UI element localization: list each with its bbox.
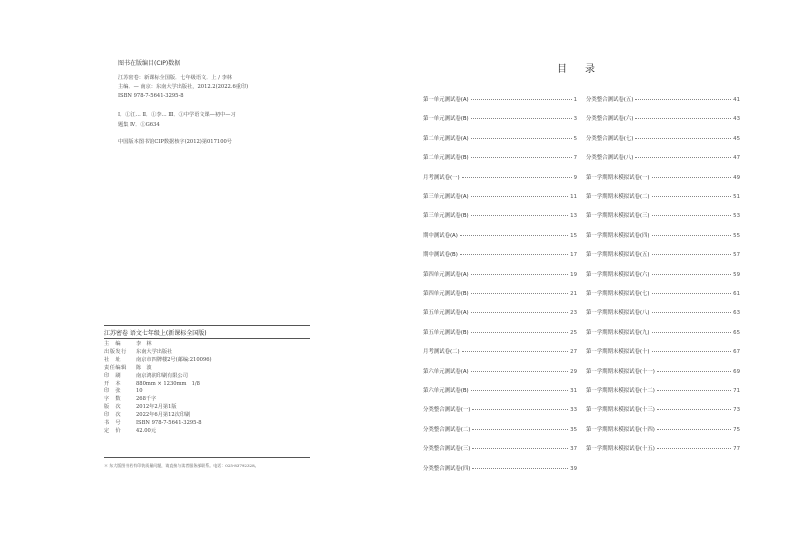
imprint-row	[104, 404, 212, 412]
toc-entry-title: 第一学期期末模拟试卷(十四)	[586, 426, 655, 433]
toc-entry-page: 7	[573, 155, 577, 162]
toc-title: 目录	[557, 64, 613, 75]
toc-entry[interactable]	[423, 211, 577, 219]
toc-leader-dots	[652, 254, 732, 255]
toc-entry[interactable]	[423, 367, 577, 375]
toc-entry[interactable]	[423, 289, 577, 297]
toc-leader-dots	[657, 429, 731, 430]
toc-entry-title: 第三单元测试卷(A)	[423, 194, 469, 200]
imprint-key: 印 次	[104, 412, 122, 419]
toc-entry-page: 31	[570, 388, 577, 394]
toc-entry-page: 57	[733, 252, 740, 259]
toc-entry-title: 第一学期期末模拟试卷(一)	[586, 174, 650, 181]
imprint-table	[104, 341, 212, 436]
toc-entry[interactable]	[423, 173, 577, 181]
toc-leader-dots	[657, 371, 731, 372]
toc-entry-page: 33	[570, 407, 577, 414]
toc-entry-page: 49	[733, 174, 740, 181]
imprint-key: 字 数	[104, 396, 122, 403]
toc-entry[interactable]	[586, 444, 740, 452]
toc-leader-dots	[462, 177, 572, 178]
toc-leader-dots	[652, 177, 732, 178]
toc-entry[interactable]	[423, 95, 577, 103]
toc-leader-dots	[472, 448, 568, 449]
imprint-bottom-rule	[104, 457, 310, 458]
toc-entry-title: 第六单元测试卷(B)	[423, 388, 469, 394]
toc-entry-title: 期中测试卷(B)	[423, 252, 458, 259]
toc-leader-dots	[635, 99, 731, 100]
cip-line: 江苏密卷：新课标全国版．七年级语文．上 / 李林	[118, 75, 232, 81]
toc-entry[interactable]	[423, 308, 577, 316]
toc-entry-page: 9	[573, 174, 577, 181]
toc-entry[interactable]	[423, 153, 577, 161]
toc-entry-page: 27	[570, 349, 577, 356]
toc-entry-page: 17	[570, 252, 577, 259]
toc-entry-title: 第一学期期末模拟试卷(十三)	[586, 407, 655, 414]
toc-leader-dots	[471, 312, 569, 313]
imprint-row	[104, 365, 212, 373]
toc-entry[interactable]	[586, 250, 740, 258]
toc-leader-dots	[471, 215, 569, 216]
toc-entry-title: 第五单元测试卷(A)	[423, 310, 469, 317]
toc-entry-page: 61	[733, 291, 740, 297]
toc-entry-page: 19	[570, 271, 577, 278]
imprint-value: 10	[136, 388, 143, 395]
toc-entry-page: 41	[733, 97, 740, 103]
imprint-key: 版 次	[104, 404, 122, 411]
imprint-row	[104, 373, 212, 381]
toc-entry[interactable]	[423, 347, 577, 355]
toc-entry[interactable]	[586, 270, 740, 278]
toc-leader-dots	[472, 429, 568, 430]
imprint-row	[104, 412, 212, 420]
toc-entry-title: 第一学期期末模拟试卷(七)	[586, 291, 650, 297]
toc-entry-title: 第一学期期末模拟试卷(六)	[586, 271, 650, 278]
toc-entry[interactable]	[423, 270, 577, 278]
imprint-row	[104, 428, 212, 436]
toc-entry[interactable]	[586, 308, 740, 316]
service-note: ＊ 东大版图书若有印装质量问题，请直接与读者服务部联系。电话：025-83792328。	[104, 463, 259, 468]
toc-entry-title: 分类整合测试卷(五)	[586, 97, 634, 103]
toc-entry-page: 1	[573, 97, 577, 103]
toc-entry-title: 月考测试卷(一)	[423, 174, 460, 181]
cip-classification	[118, 110, 308, 130]
toc-entry-page: 11	[570, 194, 577, 200]
imprint-key: 开 本	[104, 380, 122, 387]
toc-entry-page: 13	[570, 213, 577, 220]
imprint-value: 42.00元	[136, 427, 157, 434]
toc-leader-dots	[472, 468, 568, 469]
toc-entry[interactable]	[586, 367, 740, 375]
toc-entry-title: 分类整合测试卷(三)	[423, 446, 471, 453]
toc-leader-dots	[471, 371, 569, 372]
imprint-value: 东南大学出版社	[136, 348, 173, 355]
imprint-row	[104, 420, 212, 428]
imprint-key: 印 张	[104, 388, 122, 395]
toc-leader-dots	[471, 118, 572, 119]
toc-entry-page: 59	[733, 271, 740, 278]
imprint-value: 南京市四牌楼2号(邮编:210096)	[136, 356, 212, 363]
toc-entry-title: 第三单元测试卷(B)	[423, 213, 469, 220]
imprint-key: 定 价	[104, 427, 122, 434]
toc-entry[interactable]	[423, 231, 577, 239]
contents-page	[395, 0, 790, 558]
toc-entry-page: 75	[733, 426, 740, 433]
toc-entry-page: 15	[570, 232, 577, 239]
toc-entry[interactable]	[586, 405, 740, 413]
toc-entry-title: 第一学期期末模拟试卷(五)	[586, 252, 650, 259]
toc-entry-title: 第一学期期末模拟试卷(九)	[586, 329, 650, 336]
toc-entry[interactable]	[586, 289, 740, 297]
toc-entry-title: 分类整合测试卷(六)	[586, 116, 634, 123]
imprint-row	[104, 341, 212, 349]
imprint-key: 印 刷	[104, 372, 122, 379]
toc-entry-page: 35	[570, 426, 577, 433]
toc-entry-title: 第四单元测试卷(B)	[423, 291, 469, 297]
imprint-title: 江苏密卷 语文七年级上(新课标全国版)	[104, 330, 207, 337]
cip-class-line: 题集 Ⅳ．①G634	[118, 122, 160, 128]
toc-leader-dots	[471, 274, 569, 275]
toc-entry[interactable]	[423, 134, 577, 142]
toc-entry-page: 45	[733, 135, 740, 142]
cip-class-line: Ⅰ．①江… Ⅱ．①李… Ⅲ．①中学语文课—初中—习	[118, 112, 236, 118]
toc-entry-title: 第四单元测试卷(A)	[423, 271, 469, 278]
toc-entry-title: 第一学期期末模拟试卷(十)	[586, 349, 650, 356]
toc-entry-page: 25	[570, 329, 577, 336]
toc-leader-dots	[471, 157, 572, 158]
toc-leader-dots	[460, 235, 568, 236]
toc-entry-page: 65	[733, 329, 740, 336]
toc-leader-dots	[652, 235, 732, 236]
toc-entry-title: 第一单元测试卷(A)	[423, 97, 469, 103]
imprint-key: 书 号	[104, 420, 122, 427]
imprint-value: 2012年2月第1版	[136, 404, 177, 411]
toc-entry[interactable]	[423, 464, 577, 472]
toc-entry-page: 71	[733, 388, 740, 394]
toc-entry-title: 第六单元测试卷(A)	[423, 368, 469, 375]
toc-entry-title: 分类整合测试卷(一)	[423, 407, 471, 414]
toc-entry-page: 3	[573, 116, 577, 123]
toc-entry[interactable]	[586, 134, 740, 142]
cip-record	[118, 74, 308, 101]
toc-entry[interactable]	[586, 173, 740, 181]
toc-entry-page: 63	[733, 310, 740, 317]
toc-entry-title: 第一学期期末模拟试卷(三)	[586, 213, 650, 220]
imprint-value: ISBN 978-7-5641-3295-8	[136, 420, 202, 427]
toc-entry-page: 69	[733, 368, 740, 375]
toc-entry-title: 第一学期期末模拟试卷(十五)	[586, 446, 655, 453]
toc-leader-dots	[652, 215, 732, 216]
toc-entry-title: 第一学期期末模拟试卷(十一)	[586, 368, 655, 375]
toc-entry-page: 51	[733, 194, 740, 200]
toc-leader-dots	[652, 332, 732, 333]
cip-record-number: 中国版本图书馆CIP数据核字(2012)第017100号	[118, 139, 232, 145]
cip-line: 主编．— 南京：东南大学出版社，2012.2(2022.6重印)	[118, 84, 249, 90]
toc-entry[interactable]	[423, 405, 577, 413]
imprint-value: 南京鸿润印刷有限公司	[136, 372, 188, 379]
imprint-key: 社 址	[104, 356, 122, 363]
toc-leader-dots	[471, 293, 569, 294]
toc-entry[interactable]	[423, 328, 577, 336]
toc-entry[interactable]	[586, 192, 740, 200]
toc-entry-title: 分类整合测试卷(二)	[423, 426, 471, 433]
toc-entry-title: 第一单元测试卷(B)	[423, 116, 469, 123]
toc-entry[interactable]	[423, 444, 577, 452]
imprint-top-rule	[104, 325, 310, 326]
toc-leader-dots	[652, 312, 732, 313]
imprint-key: 出版发行	[104, 348, 127, 355]
imprint-value: 880mm × 1230mm 1/8	[136, 380, 200, 387]
toc-leader-dots	[657, 390, 731, 391]
imprint-row	[104, 349, 212, 357]
toc-entry-title: 分类整合测试卷(四)	[423, 465, 471, 472]
toc-entry-title: 分类整合测试卷(八)	[586, 155, 634, 162]
toc-leader-dots	[471, 99, 572, 100]
cip-title: 图书在版编目(CIP)数据	[118, 60, 181, 67]
toc-entry-title: 第一学期期末模拟试卷(十二)	[586, 388, 655, 394]
imprint-value: 李 林	[136, 341, 152, 347]
toc-entry-page: 23	[570, 310, 577, 317]
toc-leader-dots	[635, 138, 731, 139]
toc-leader-dots	[657, 448, 731, 449]
toc-entry-page: 43	[733, 116, 740, 123]
toc-entry-page: 29	[570, 368, 577, 375]
toc-leader-dots	[652, 196, 732, 197]
toc-entry-title: 第二单元测试卷(B)	[423, 155, 469, 162]
toc-entry[interactable]	[586, 328, 740, 336]
toc-entry-title: 第二单元测试卷(A)	[423, 135, 469, 142]
toc-leader-dots	[635, 118, 731, 119]
toc-leader-dots	[652, 293, 732, 294]
toc-entry-title: 分类整合测试卷(七)	[586, 135, 634, 142]
toc-leader-dots	[635, 157, 731, 158]
toc-entry-title: 月考测试卷(二)	[423, 349, 460, 356]
toc-entry-page: 53	[733, 213, 740, 220]
toc-leader-dots	[471, 196, 569, 197]
imprint-row	[104, 357, 212, 365]
toc-entry[interactable]	[586, 231, 740, 239]
toc-entry-title: 第一学期期末模拟试卷(二)	[586, 194, 650, 200]
toc-leader-dots	[652, 351, 732, 352]
toc-entry[interactable]	[586, 347, 740, 355]
imprint-value: 268千字	[136, 396, 157, 403]
toc-entry[interactable]	[586, 95, 740, 103]
toc-leader-dots	[657, 409, 731, 410]
toc-entry[interactable]	[423, 250, 577, 258]
toc-entry[interactable]	[423, 425, 577, 433]
toc-leader-dots	[472, 409, 568, 410]
imprint-value: 陈 波	[136, 364, 152, 371]
toc-entry[interactable]	[586, 153, 740, 161]
toc-leader-dots	[460, 254, 568, 255]
toc-entry-page: 67	[733, 349, 740, 356]
toc-leader-dots	[471, 332, 569, 333]
toc-leader-dots	[471, 390, 569, 391]
imprint-key: 责任编辑	[104, 364, 127, 371]
toc-entry-title: 期中测试卷(A)	[423, 232, 458, 239]
imprint-value: 2022年6月第12次印刷	[136, 412, 191, 419]
toc-entry[interactable]	[586, 386, 740, 394]
toc-leader-dots	[652, 274, 732, 275]
toc-entry[interactable]	[423, 114, 577, 122]
toc-entry[interactable]	[586, 425, 740, 433]
toc-entry-page: 73	[733, 407, 740, 414]
toc-leader-dots	[471, 138, 572, 139]
toc-entry[interactable]	[586, 211, 740, 219]
toc-entry-title: 第一学期期末模拟试卷(四)	[586, 232, 650, 239]
toc-entry-page: 5	[573, 135, 577, 142]
toc-entry-page: 39	[570, 465, 577, 472]
imprint-key: 主 编	[104, 341, 122, 347]
toc-entry-page: 21	[570, 291, 577, 297]
toc-entry-page: 47	[733, 155, 740, 162]
toc-entry[interactable]	[423, 192, 577, 200]
toc-entry[interactable]	[423, 386, 577, 394]
toc-entry-title: 第五单元测试卷(B)	[423, 329, 469, 336]
toc-entry-title: 第一学期期末模拟试卷(八)	[586, 310, 650, 317]
toc-entry-page: 37	[570, 446, 577, 453]
toc-entry-page: 55	[733, 232, 740, 239]
toc-leader-dots	[462, 351, 569, 352]
toc-entry[interactable]	[586, 114, 740, 122]
toc-entry-page: 77	[733, 446, 740, 453]
cip-line: ISBN 978-7-5641-3295-8	[118, 93, 184, 99]
imprint-title-rule	[104, 338, 310, 339]
